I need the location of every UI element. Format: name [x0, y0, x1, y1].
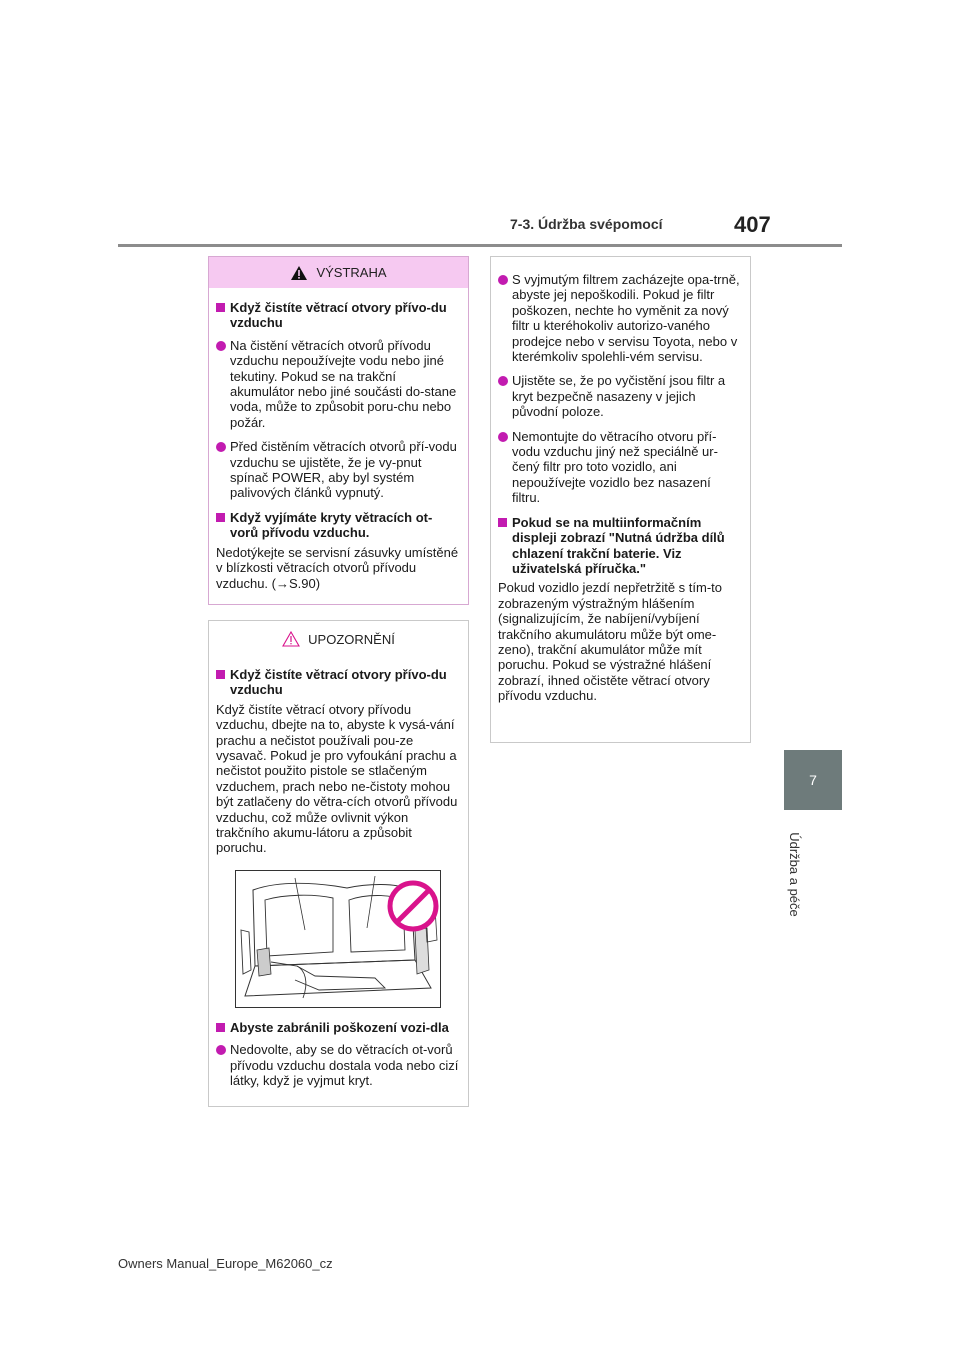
chapter-label — [775, 822, 813, 926]
circle-bullet-icon — [498, 376, 508, 386]
bullet-item — [216, 338, 460, 430]
warning-header — [209, 257, 468, 288]
header-divider — [118, 244, 842, 247]
heading-text: Když vyjímáte kryty větracích ot-vorů přívodu vzduchu. — [230, 509, 433, 541]
warning-box — [208, 256, 469, 605]
bullet-text: Nemontujte do větracího otvoru pří-vodu vzduchu jiný než speciálně ur-čený filtr pro toto vozidlo, ani nepoužívejte vozidlo bez nasazení filtru. — [512, 428, 718, 506]
square-bullet-icon — [498, 518, 507, 527]
caution-header — [209, 623, 468, 655]
notice-content — [491, 257, 750, 704]
page-number: 407 — [734, 212, 771, 237]
bullet-text: Nedovolte, aby se do větracích ot-vorů přívodu vzduchu dostala voda nebo cizí látky, když je vyjmut kryt. — [230, 1042, 459, 1089]
paragraph — [216, 545, 460, 591]
bullet-item — [498, 272, 742, 364]
warning-triangle-icon — [290, 265, 308, 281]
paragraph — [216, 702, 460, 856]
seat-vacuum-illustration — [235, 870, 441, 1008]
chapter-tab[interactable]: 7 — [784, 750, 842, 810]
heading-text: Když čistíte větrací otvory přívo-du vzduchu — [230, 667, 447, 698]
bullet-text: Na čistění větracích otvorů přívodu vzduchu nepoužívejte vodu nebo jiné tekutiny. Pokud se na trakční akumulátor nebo jiné součásti do-stane voda, může to způsobit poru-chu nebo požár. — [230, 337, 457, 430]
section-heading — [216, 510, 460, 541]
caution-title: UPOZORNĚNÍ — [308, 631, 395, 647]
notice-box — [490, 256, 751, 743]
caution-box — [208, 620, 469, 1107]
paragraph-text: Pokud vozidlo jezdí nepřetržitě s tím-to zobrazeným výstražným hlášením (signalizujícím, že nabíjení/vybíjení trakčního akumulátoru může být ome-zeno), trakční akumulátor může mít poruchu. Pokud se výstražné hlášení zobrazí, ihned očistěte větrací otvory přívodu vzduchu. — [498, 580, 722, 704]
section-heading — [216, 667, 460, 698]
circle-bullet-icon — [216, 442, 226, 452]
warning-content — [209, 288, 468, 591]
circle-bullet-icon — [216, 341, 226, 351]
chapter-label-text: Údržba a péče — [786, 831, 802, 917]
caution-triangle-icon — [282, 631, 300, 647]
bullet-text: Před čistěním větracích otvorů pří-vodu vzduchu se ujistěte, že je vy-pnut spínač POWER, aby byl systém palivových článků vypnutý. — [230, 439, 457, 501]
section-heading — [498, 515, 742, 577]
heading-text: Když čistíte větrací otvory přívo-du vzduchu — [230, 300, 447, 331]
square-bullet-icon — [216, 1023, 225, 1032]
bullet-text: S vyjmutým filtrem zacházejte opa-trně, abyste jej nepoškodili. Pokud je filtr poškozen, nechte ho vyměnit za nový filtr u kteréhokoliv autorizo-vaného prodejce nebo v servisu Toyota, nebo v kterémkoliv spolehli-vém servisu. — [512, 272, 740, 365]
bullet-item — [498, 373, 742, 419]
bullet-item — [498, 429, 742, 506]
circle-bullet-icon — [498, 275, 508, 285]
bullet-text: Ujistěte se, že po vyčistění jsou filtr a kryt bezpečně nasazeny v jejich původní poloze. — [512, 373, 726, 420]
caution-content — [209, 655, 468, 1089]
paragraph-text: Když čistíte větrací otvory přívodu vzduchu, dbejte na to, abyste k vysá-vání prachu a nečistot používali pou-ze vysavač. Pokud je pro vyfoukání prachu a nečistot použito pistole se stlačeným vzduchem, prach nebo ne-čistoty mohou být zatlačeny do větra-cích otvorů přívodu vzduchu, což může ovlivnit výkon trakčního akumu-látoru a způsobit poruchu. — [216, 701, 458, 856]
square-bullet-icon — [216, 303, 225, 312]
footer-doc-id: Owners Manual_Europe_M62060_cz — [118, 1256, 333, 1271]
warning-title: VÝSTRAHA — [316, 265, 387, 280]
square-bullet-icon — [216, 670, 225, 679]
heading-text: Abyste zabránili poškození vozi-dla — [230, 1019, 449, 1035]
circle-bullet-icon — [216, 1045, 226, 1055]
circle-bullet-icon — [498, 432, 508, 442]
section-heading — [216, 1020, 460, 1035]
heading-text: Pokud se na multiinformačním displeji zobrazí "Nutná údržba dílů chlazení trakční baterie. Viz uživatelská příručka." — [512, 514, 725, 576]
paragraph-text: Nedotýkejte se servisní zásuvky umístěné v blízkosti větracích otvorů přívodu vzduchu. (→S.90) — [216, 544, 459, 591]
bullet-item — [216, 1042, 460, 1088]
section-title: 7-3. Údržba svépomocí — [510, 216, 663, 232]
square-bullet-icon — [216, 513, 225, 522]
section-heading — [216, 300, 460, 331]
paragraph — [498, 580, 742, 703]
bullet-item — [216, 439, 460, 501]
